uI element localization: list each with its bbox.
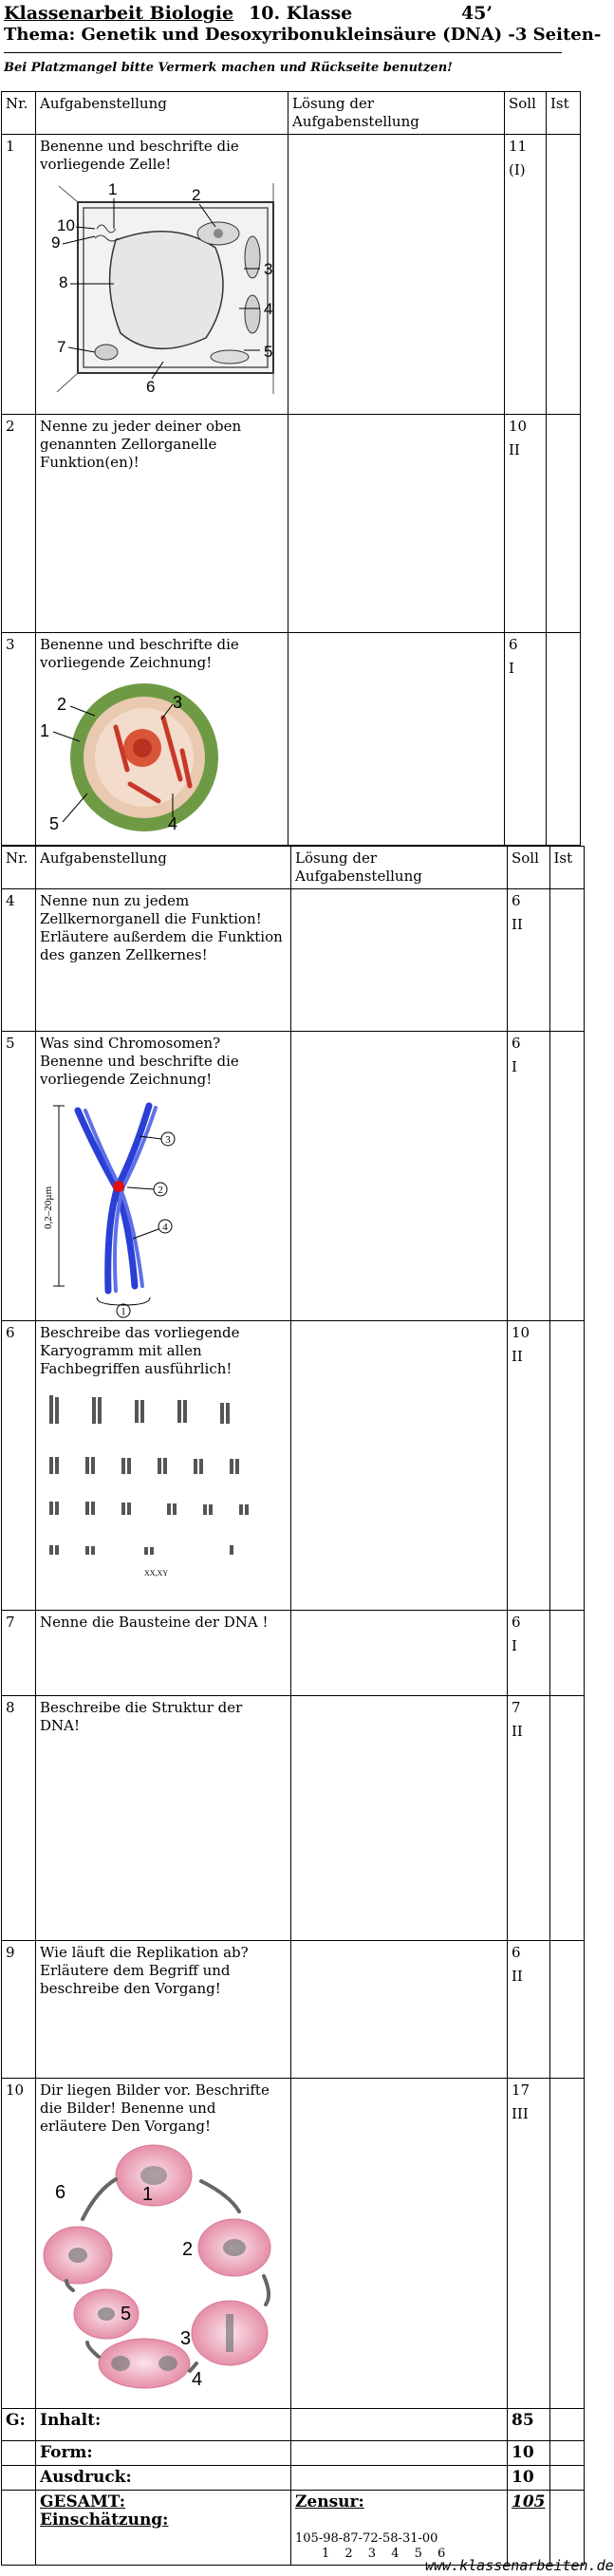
task-nr: 4 [2,889,36,1032]
ausdruck-value: 10 [508,2466,550,2491]
task-text: Nenne zu jeder deiner oben genannten Zellorganelle Funktion(en)! [36,415,288,633]
cell-label-1: 1 [108,180,118,198]
ist-cell[interactable] [549,1941,584,2079]
answer-cell[interactable] [291,889,508,1032]
ist-cell[interactable] [549,1696,584,1941]
col-loesung: Lösung der Aufgabenstellung [288,92,505,135]
task-nr: 8 [2,1696,36,1941]
class-level: 10. Klasse [249,3,353,24]
soll-points: 6 [509,636,518,653]
answer-cell[interactable] [288,415,505,633]
soll-cell [508,2079,550,2409]
soll-level: (I) [509,161,526,178]
gesamt-ist[interactable] [549,2491,584,2566]
cell-label-5: 5 [264,343,273,361]
document-header [4,2,602,46]
answer-cell[interactable] [288,135,505,415]
task-row-4 [2,889,585,1032]
cell-label-7: 7 [57,338,66,356]
nucleus-label-2: 2 [57,695,67,714]
form-g [2,2441,36,2466]
task-text: Benenne und beschrifte die vorliegende Zelle! [40,138,239,173]
g-label: G: [2,2409,36,2441]
table-header-row [2,92,581,135]
soll-cell [508,1611,550,1696]
mitosis-label-4: 4 [192,2369,203,2390]
task-text: Beschreibe die Struktur der DNA! [36,1696,291,1941]
cell-label-9: 9 [51,233,61,252]
task-nr: 3 [2,633,36,846]
task-row-10 [2,2079,585,2409]
space-note: Bei Platzmangel bitte Vermerk machen und Rückseite benutzen! [4,61,453,75]
inhalt-row [2,2409,585,2441]
nucleus-label-3: 3 [173,693,183,712]
task-row-3 [2,633,581,846]
soll-cell [508,889,550,1032]
task-nr: 9 [2,1941,36,2079]
ausdruck-g [2,2466,36,2491]
task-nr: 7 [2,1611,36,1696]
task-text: Benenne und beschrifte die vorliegende Zeichnung! [40,636,239,671]
soll-level: II [512,1968,523,1985]
soll-level: I [512,1637,517,1654]
soll-level: III [512,2105,529,2122]
col-nr: Nr. [2,92,36,135]
soll-points: 6 [512,1944,521,1961]
header-rule [4,52,562,53]
task-row-7 [2,1611,585,1696]
task-row-8 [2,1696,585,1941]
plant-cell-figure [40,181,277,395]
karyogram-figure [40,1386,268,1595]
task-text: Dir liegen Bilder vor. Beschrifte die Bilder! Benenne und erläutere Den Vorgang! [40,2081,270,2135]
task-cell [36,1321,291,1611]
duration: 45’ [460,3,493,24]
mitosis-label-1: 1 [142,2184,154,2205]
inhalt-value: 85 [508,2409,550,2441]
nucleus-label-4: 4 [168,814,178,833]
ist-cell[interactable] [549,1321,584,1611]
soll-points: 6 [512,1035,521,1052]
task-text: Wie läuft die Replikation ab? Erläutere dem Begriff und beschreibe den Vorgang! [36,1941,291,2079]
chromosome-marker-3: 3 [165,1134,171,1146]
task-text: Nenne die Bausteine der DNA ! [36,1611,291,1696]
chromosome-size-label: 0,2–20µm [43,1185,54,1229]
ausdruck-ist[interactable] [549,2466,584,2491]
task-row-6 [2,1321,585,1611]
cell-label-10: 10 [57,216,75,234]
ist-cell[interactable] [549,1032,584,1321]
chromosome-marker-1: 1 [121,1306,126,1317]
gesamt-value: 105 [512,2492,546,2511]
task-row-5 [2,1032,585,1321]
soll-level: II [509,441,520,458]
soll-level: II [512,1348,523,1365]
soll-points: 17 [512,2081,530,2099]
ausdruck-row [2,2466,585,2491]
soll-points: 10 [512,1324,530,1341]
form-ist[interactable] [549,2441,584,2466]
mitosis-label-3: 3 [180,2328,192,2349]
cell-label-3: 3 [264,260,273,278]
topic-line: Thema: Genetik und Desoxyribonukleinsäure (DNA) -3 Seiten- [4,25,602,45]
soll-cell [508,1696,550,1941]
task-table-2 [1,846,585,2566]
gesamt-value-cell [508,2491,550,2566]
einschaetzung-label: Einschätzung: [40,2511,169,2529]
cell-label-2: 2 [192,186,201,204]
task-cell [36,1032,291,1321]
col-aufgabe: Aufgabenstellung [36,92,288,135]
task-nr: 5 [2,1032,36,1321]
ist-cell[interactable] [547,135,581,415]
mitosis-label-5: 5 [121,2304,132,2324]
soll-cell [508,1321,550,1611]
task-text: Beschreibe das vorliegende Karyogramm mit allen Fachbegriffen ausführlich! [40,1324,240,1377]
task-row-2 [2,415,581,633]
soll-cell [505,415,547,633]
form-value: 10 [508,2441,550,2466]
ist-cell[interactable] [549,1611,584,1696]
answer-cell[interactable] [291,1032,508,1321]
soll-cell [505,633,547,846]
ist-cell[interactable] [547,415,581,633]
ist-cell[interactable] [547,633,581,846]
chromosome-figure [40,1096,230,1315]
answer-cell[interactable] [291,1941,508,2079]
nucleus-label-5: 5 [49,814,60,833]
task-cell [36,633,288,846]
task-text: Nenne nun zu jedem Zellkernorganell die Funktion! Erläutere außerdem die Funktion des ganzen Zellkernes! [36,889,291,1032]
mitosis-figure [40,2143,287,2392]
form-blank [291,2441,508,2466]
soll-points: 10 [509,418,528,435]
soll-cell [508,1032,550,1321]
cell-label-4: 4 [264,300,273,318]
soll-points: 7 [512,1699,521,1716]
answer-cell[interactable] [291,1321,508,1611]
soll-level: I [509,660,514,677]
mitosis-label-6: 6 [55,2182,66,2203]
soll-cell [508,1941,550,2079]
ausdruck-label: Ausdruck: [36,2466,291,2491]
soll-cell [505,135,547,415]
gesamt-label: GESAMT: [40,2492,126,2511]
task-nr: 2 [2,415,36,633]
col-ist: Ist [547,92,581,135]
answer-cell[interactable] [291,2079,508,2409]
title-line [4,2,583,25]
col-ist: Ist [549,847,584,889]
nucleus-label-1: 1 [40,721,50,740]
answer-cell[interactable] [288,633,505,846]
soll-level: II [512,1723,523,1740]
ausdruck-blank [291,2466,508,2491]
zensur-label: Zensur: [295,2492,364,2511]
website-footer: www.klassenarbeiten.de [425,2557,614,2574]
inhalt-label: Inhalt: [36,2409,291,2441]
task-cell [36,2079,291,2409]
zensur-cell [291,2491,508,2566]
ist-cell[interactable] [549,889,584,1032]
grade-scale-grades: 1 2 3 4 5 6 [322,2547,452,2561]
karyogram-label: XX,XY [144,1569,169,1577]
col-soll: Soll [505,92,547,135]
task-nr: 6 [2,1321,36,1611]
task-row-1 [2,135,581,415]
answer-cell[interactable] [291,1611,508,1696]
inhalt-blank [291,2409,508,2441]
col-loesung: Lösung der Aufgabenstellung [291,847,508,889]
task-row-9 [2,1941,585,2079]
ist-cell[interactable] [549,2079,584,2409]
gesamt-row [2,2491,585,2566]
chromosome-marker-2: 2 [158,1185,163,1196]
answer-cell[interactable] [291,1696,508,1941]
soll-points: 11 [509,138,528,155]
col-soll: Soll [508,847,550,889]
task-text: Was sind Chromosomen? Benenne und beschrifte die vorliegende Zeichnung! [40,1035,239,1088]
col-nr: Nr. [2,847,36,889]
table-header-row [2,847,585,889]
soll-points: 6 [512,892,521,909]
form-label: Form: [36,2441,291,2466]
task-nr: 10 [2,2079,36,2409]
task-nr: 1 [2,135,36,415]
cell-label-8: 8 [59,273,68,291]
soll-level: II [512,916,523,933]
chromosome-marker-4: 4 [162,1222,168,1233]
exam-title: Klassenarbeit Biologie [4,3,234,24]
soll-points: 6 [512,1614,521,1631]
task-table-1 [1,91,581,846]
inhalt-ist[interactable] [549,2409,584,2441]
mitosis-label-2: 2 [182,2239,194,2260]
gesamt-g [2,2491,36,2566]
form-row [2,2441,585,2466]
soll-level: I [512,1058,517,1075]
grade-scale-points: 105-98-87-72-58-31-00 [295,2531,438,2546]
gesamt-cell [36,2491,291,2566]
col-aufgabe: Aufgabenstellung [36,847,291,889]
task-cell [36,135,288,415]
cell-label-6: 6 [146,378,156,396]
nucleus-figure [40,680,230,836]
